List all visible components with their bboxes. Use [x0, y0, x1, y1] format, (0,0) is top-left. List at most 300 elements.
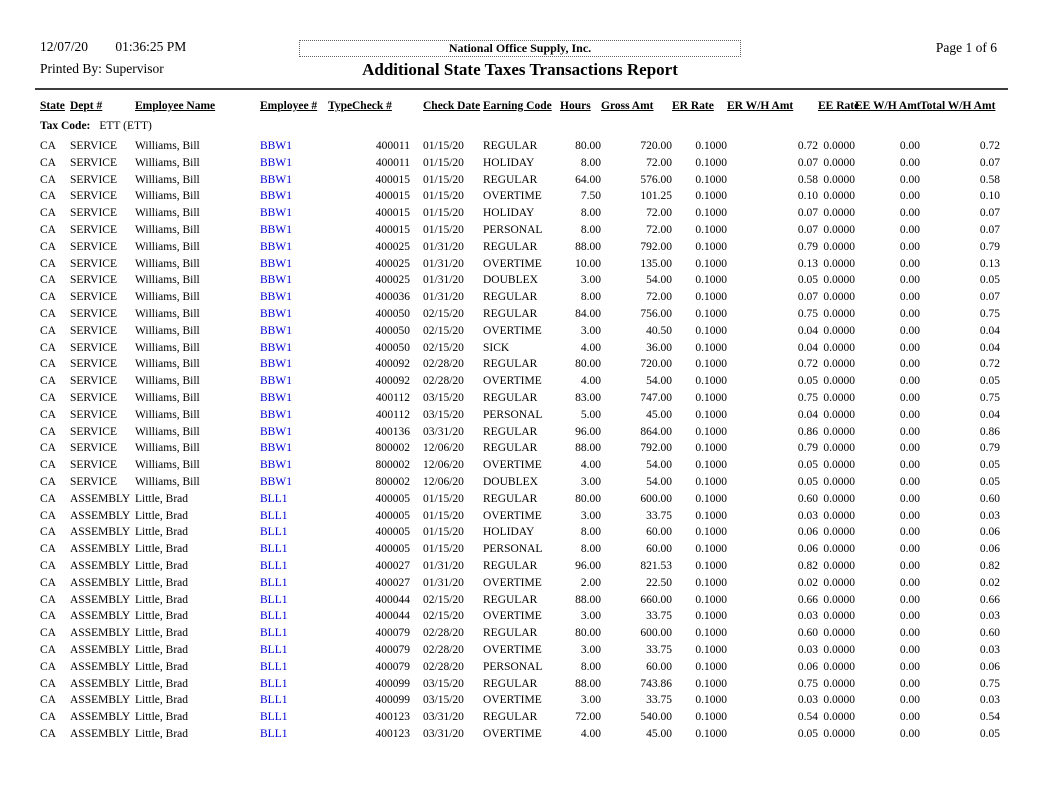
employee-number-link[interactable]: BBW1 — [260, 207, 292, 220]
cell-employee_num — [260, 188, 328, 205]
cell-gross_amt: 54.00 — [646, 475, 672, 488]
cell-er_rate: 0.1000 — [695, 694, 727, 707]
cell-state: CA — [40, 526, 56, 539]
cell-type — [328, 457, 352, 474]
table-row — [40, 524, 1007, 541]
cell-ee_wh_amt: 0.00 — [899, 526, 920, 539]
cell-hours: 3.00 — [580, 509, 601, 522]
employee-number-link[interactable]: BLL1 — [260, 576, 288, 589]
employee-number-link[interactable]: BBW1 — [260, 459, 292, 472]
employee-number-link[interactable]: BLL1 — [260, 593, 288, 606]
employee-number-link[interactable]: BLL1 — [260, 509, 288, 522]
employee-number-link[interactable]: BLL1 — [260, 660, 288, 673]
employee-number-link[interactable]: BLL1 — [260, 711, 288, 724]
cell-earning_code: SICK — [483, 341, 510, 354]
cell-ee_rate: 0.0000 — [823, 274, 855, 287]
employee-number-link[interactable]: BBW1 — [260, 190, 292, 203]
cell-type — [328, 390, 352, 407]
cell-state: CA — [40, 240, 56, 253]
cell-state: CA — [40, 610, 56, 623]
table-row — [40, 575, 1007, 592]
cell-total_wh_amt: 0.58 — [979, 173, 1000, 186]
cell-ee_rate: 0.0000 — [823, 291, 855, 304]
printed-by-value: Supervisor — [105, 61, 164, 76]
cell-earning_code: OVERTIME — [483, 610, 542, 623]
cell-hours: 3.00 — [580, 475, 601, 488]
cell-er_wh_amt: 0.06 — [797, 543, 818, 556]
cell-check_num: 400025 — [375, 257, 410, 270]
cell-ee_wh_amt: 0.00 — [899, 610, 920, 623]
cell-gross_amt: 60.00 — [646, 660, 672, 673]
cell-employee_name: Williams, Bill — [135, 156, 200, 169]
cell-er_rate: 0.1000 — [695, 643, 727, 656]
cell-type — [328, 222, 352, 239]
cell-employee_name: Little, Brad — [135, 627, 189, 640]
cell-hours: 8.00 — [580, 660, 601, 673]
column-header-er_wh_amt: ER W/H Amt — [727, 100, 794, 112]
cell-ee_wh_amt: 0.00 — [899, 509, 920, 522]
cell-ee_rate: 0.0000 — [823, 307, 855, 320]
column-header-total_wh_amt: Total W/H Amt — [920, 100, 996, 112]
cell-employee_num — [260, 272, 328, 289]
table-row — [40, 407, 1007, 424]
cell-check_date: 01/15/20 — [423, 492, 464, 505]
cell-employee_name: Williams, Bill — [135, 442, 200, 455]
employee-number-link[interactable]: BBW1 — [260, 291, 292, 304]
cell-total_wh_amt: 0.75 — [979, 307, 1000, 320]
cell-gross_amt: 40.50 — [646, 324, 672, 337]
cell-ee_rate: 0.0000 — [823, 324, 855, 337]
cell-check_num: 400050 — [375, 341, 410, 354]
cell-employee_num — [260, 172, 328, 189]
cell-employee_num — [260, 491, 328, 508]
cell-earning_code: PERSONAL — [483, 543, 543, 556]
cell-ee_rate: 0.0000 — [823, 576, 855, 589]
cell-state: CA — [40, 324, 56, 337]
cell-hours: 8.00 — [580, 223, 601, 236]
cell-gross_amt: 743.86 — [640, 677, 672, 690]
cell-hours: 96.00 — [575, 559, 601, 572]
cell-hours: 88.00 — [575, 240, 601, 253]
cell-check_date: 01/15/20 — [423, 223, 464, 236]
cell-ee_rate: 0.0000 — [823, 391, 855, 404]
employee-number-link[interactable]: BBW1 — [260, 307, 292, 320]
employee-number-link[interactable]: BBW1 — [260, 475, 292, 488]
column-header-er_rate: ER Rate — [672, 100, 714, 112]
cell-ee_rate: 0.0000 — [823, 610, 855, 623]
cell-check_num: 800002 — [375, 459, 410, 472]
cell-ee_wh_amt: 0.00 — [899, 341, 920, 354]
cell-hours: 3.00 — [580, 643, 601, 656]
cell-earning_code: REGULAR — [483, 677, 538, 690]
cell-er_rate: 0.1000 — [695, 593, 727, 606]
cell-earning_code: HOLIDAY — [483, 207, 535, 220]
cell-dept: SERVICE — [70, 425, 117, 438]
employee-number-link[interactable]: BBW1 — [260, 156, 292, 169]
table-row — [40, 205, 1007, 222]
cell-total_wh_amt: 0.03 — [979, 509, 1000, 522]
cell-earning_code: OVERTIME — [483, 190, 542, 203]
cell-er_wh_amt: 0.75 — [797, 307, 818, 320]
cell-er_rate: 0.1000 — [695, 391, 727, 404]
cell-state: CA — [40, 156, 56, 169]
table-row — [40, 356, 1007, 373]
cell-gross_amt: 45.00 — [646, 408, 672, 421]
employee-number-link[interactable]: BLL1 — [260, 627, 288, 640]
cell-earning_code: REGULAR — [483, 442, 538, 455]
cell-employee_name: Williams, Bill — [135, 223, 200, 236]
cell-check_num: 400050 — [375, 324, 410, 337]
cell-gross_amt: 54.00 — [646, 375, 672, 388]
cell-total_wh_amt: 0.13 — [979, 257, 1000, 270]
cell-ee_rate: 0.0000 — [823, 156, 855, 169]
employee-number-link[interactable]: BBW1 — [260, 240, 292, 253]
cell-employee_name: Williams, Bill — [135, 307, 200, 320]
cell-dept: SERVICE — [70, 173, 117, 186]
employee-number-link[interactable]: BBW1 — [260, 358, 292, 371]
cell-check_date: 03/31/20 — [423, 711, 464, 724]
cell-er_wh_amt: 0.60 — [797, 627, 818, 640]
tax-code-value: ETT (ETT) — [99, 120, 152, 132]
employee-number-link[interactable]: BLL1 — [260, 610, 288, 623]
cell-hours: 84.00 — [575, 307, 601, 320]
cell-check_date: 02/28/20 — [423, 643, 464, 656]
cell-ee_rate: 0.0000 — [823, 240, 855, 253]
cell-total_wh_amt: 0.75 — [979, 391, 1000, 404]
cell-type — [328, 558, 352, 575]
cell-ee_rate: 0.0000 — [823, 257, 855, 270]
cell-ee_wh_amt: 0.00 — [899, 190, 920, 203]
cell-employee_name: Little, Brad — [135, 660, 189, 673]
cell-ee_wh_amt: 0.00 — [899, 576, 920, 589]
cell-ee_rate: 0.0000 — [823, 375, 855, 388]
cell-gross_amt: 33.75 — [646, 610, 672, 623]
cell-earning_code: REGULAR — [483, 291, 538, 304]
cell-type — [328, 424, 352, 441]
cell-type — [328, 188, 352, 205]
cell-type — [328, 373, 352, 390]
cell-er_wh_amt: 0.07 — [797, 223, 818, 236]
cell-ee_wh_amt: 0.00 — [899, 593, 920, 606]
cell-gross_amt: 600.00 — [640, 627, 672, 640]
cell-total_wh_amt: 0.04 — [979, 324, 1000, 337]
employee-number-link[interactable]: BLL1 — [260, 643, 288, 656]
cell-employee_name: Williams, Bill — [135, 459, 200, 472]
cell-earning_code: OVERTIME — [483, 375, 542, 388]
cell-er_rate: 0.1000 — [695, 207, 727, 220]
employee-number-link[interactable]: BBW1 — [260, 425, 292, 438]
table-row — [40, 390, 1007, 407]
cell-hours: 88.00 — [575, 442, 601, 455]
cell-ee_rate: 0.0000 — [823, 459, 855, 472]
cell-check_date: 01/31/20 — [423, 576, 464, 589]
employee-number-link[interactable]: BLL1 — [260, 694, 288, 707]
employee-number-link[interactable]: BBW1 — [260, 391, 292, 404]
cell-er_wh_amt: 0.66 — [797, 593, 818, 606]
cell-er_wh_amt: 0.05 — [797, 459, 818, 472]
cell-type — [328, 642, 352, 659]
cell-er_wh_amt: 0.03 — [797, 694, 818, 707]
cell-check_num: 400005 — [375, 509, 410, 522]
cell-er_rate: 0.1000 — [695, 727, 727, 740]
cell-employee_name: Williams, Bill — [135, 140, 200, 152]
table-row — [40, 508, 1007, 525]
cell-total_wh_amt: 0.60 — [979, 492, 1000, 505]
cell-er_rate: 0.1000 — [695, 156, 727, 169]
cell-earning_code: DOUBLEX — [483, 475, 538, 488]
cell-ee_wh_amt: 0.00 — [899, 727, 920, 740]
cell-type — [328, 676, 352, 693]
employee-number-link[interactable]: BBW1 — [260, 274, 292, 287]
employee-number-link[interactable]: BLL1 — [260, 543, 288, 556]
cell-dept: ASSEMBLY — [70, 492, 131, 505]
cell-ee_wh_amt: 0.00 — [899, 324, 920, 337]
cell-dept: SERVICE — [70, 223, 117, 236]
cell-dept: SERVICE — [70, 408, 117, 421]
column-header-hours: Hours — [560, 100, 591, 112]
cell-check_date: 02/28/20 — [423, 660, 464, 673]
cell-employee_name: Little, Brad — [135, 543, 189, 556]
cell-gross_amt: 22.50 — [646, 576, 672, 589]
cell-check_num: 400015 — [375, 207, 410, 220]
cell-check_date: 12/06/20 — [423, 442, 464, 455]
cell-type — [328, 256, 352, 273]
cell-type — [328, 592, 352, 609]
employee-number-link[interactable]: BBW1 — [260, 173, 292, 186]
employee-number-link[interactable]: BBW1 — [260, 257, 292, 270]
cell-employee_name: Little, Brad — [135, 727, 189, 740]
cell-total_wh_amt: 0.10 — [979, 190, 1000, 203]
cell-check_date: 01/15/20 — [423, 140, 464, 152]
cell-check_num: 400136 — [375, 425, 410, 438]
cell-er_rate: 0.1000 — [695, 526, 727, 539]
employee-number-link[interactable]: BBW1 — [260, 442, 292, 455]
cell-check_date: 02/28/20 — [423, 627, 464, 640]
employee-number-link[interactable]: BBW1 — [260, 140, 292, 152]
cell-employee_name: Little, Brad — [135, 509, 189, 522]
cell-employee_num — [260, 289, 328, 306]
cell-type — [328, 340, 352, 357]
cell-type — [328, 508, 352, 525]
cell-check_date: 03/31/20 — [423, 727, 464, 740]
employee-number-link[interactable]: BLL1 — [260, 727, 288, 740]
cell-type — [328, 726, 352, 743]
cell-ee_wh_amt: 0.00 — [899, 408, 920, 421]
cell-check_num: 400044 — [375, 593, 410, 606]
cell-employee_name: Little, Brad — [135, 610, 189, 623]
employee-number-link[interactable]: BLL1 — [260, 526, 288, 539]
cell-ee_wh_amt: 0.00 — [899, 207, 920, 220]
cell-state: CA — [40, 727, 56, 740]
cell-check_num: 400112 — [375, 391, 410, 404]
cell-dept: SERVICE — [70, 391, 117, 404]
cell-state: CA — [40, 207, 56, 220]
cell-ee_rate: 0.0000 — [823, 190, 855, 203]
cell-employee_name: Little, Brad — [135, 593, 189, 606]
cell-total_wh_amt: 0.60 — [979, 627, 1000, 640]
cell-gross_amt: 720.00 — [640, 140, 672, 152]
cell-dept: SERVICE — [70, 324, 117, 337]
cell-er_wh_amt: 0.04 — [797, 408, 818, 421]
cell-type — [328, 692, 352, 709]
cell-ee_rate: 0.0000 — [823, 509, 855, 522]
cell-total_wh_amt: 0.07 — [979, 291, 1000, 304]
cell-employee_name: Little, Brad — [135, 576, 189, 589]
cell-ee_wh_amt: 0.00 — [899, 223, 920, 236]
cell-type — [328, 323, 352, 340]
cell-ee_rate: 0.0000 — [823, 408, 855, 421]
cell-total_wh_amt: 0.07 — [979, 156, 1000, 169]
cell-employee_num — [260, 424, 328, 441]
cell-dept: ASSEMBLY — [70, 610, 131, 623]
cell-dept: ASSEMBLY — [70, 711, 131, 724]
cell-total_wh_amt: 0.04 — [979, 341, 1000, 354]
table-row — [40, 541, 1007, 558]
cell-dept: ASSEMBLY — [70, 559, 131, 572]
cell-dept: SERVICE — [70, 156, 117, 169]
cell-earning_code: REGULAR — [483, 173, 538, 186]
cell-earning_code: OVERTIME — [483, 694, 542, 707]
cell-employee_name: Williams, Bill — [135, 475, 200, 488]
cell-er_rate: 0.1000 — [695, 425, 727, 438]
cell-gross_amt: 600.00 — [640, 492, 672, 505]
cell-earning_code: HOLIDAY — [483, 156, 535, 169]
cell-check_num: 400050 — [375, 307, 410, 320]
cell-employee_num — [260, 390, 328, 407]
cell-check_date: 01/31/20 — [423, 274, 464, 287]
cell-earning_code: REGULAR — [483, 559, 538, 572]
cell-state: CA — [40, 375, 56, 388]
cell-state: CA — [40, 627, 56, 640]
table-row — [40, 642, 1007, 659]
cell-check_num: 800002 — [375, 475, 410, 488]
cell-ee_wh_amt: 0.00 — [899, 240, 920, 253]
column-header-earning_code: Earning Code — [483, 100, 552, 112]
cell-state: CA — [40, 173, 56, 186]
cell-dept: SERVICE — [70, 358, 117, 371]
table-row — [40, 474, 1007, 491]
tax-code-row — [40, 116, 1007, 138]
cell-er_wh_amt: 0.02 — [797, 576, 818, 589]
cell-state: CA — [40, 509, 56, 522]
cell-er_rate: 0.1000 — [695, 660, 727, 673]
cell-ee_wh_amt: 0.00 — [899, 391, 920, 404]
cell-employee_num — [260, 222, 328, 239]
table-row — [40, 608, 1007, 625]
cell-check_num: 800002 — [375, 442, 410, 455]
employee-number-link[interactable]: BBW1 — [260, 375, 292, 388]
cell-ee_wh_amt: 0.00 — [899, 140, 920, 152]
table-row — [40, 424, 1007, 441]
cell-employee_num — [260, 205, 328, 222]
printed-by — [40, 61, 164, 77]
employee-number-link[interactable]: BLL1 — [260, 492, 288, 505]
cell-er_rate: 0.1000 — [695, 576, 727, 589]
cell-dept: SERVICE — [70, 207, 117, 220]
cell-total_wh_amt: 0.03 — [979, 643, 1000, 656]
cell-er_rate: 0.1000 — [695, 442, 727, 455]
cell-check_num: 400079 — [375, 660, 410, 673]
cell-hours: 88.00 — [575, 677, 601, 690]
table-row — [40, 340, 1007, 357]
cell-employee_name: Williams, Bill — [135, 408, 200, 421]
cell-er_wh_amt: 0.58 — [797, 173, 818, 186]
cell-employee_num — [260, 726, 328, 743]
cell-total_wh_amt: 0.07 — [979, 207, 1000, 220]
cell-check_date: 03/15/20 — [423, 391, 464, 404]
employee-number-link[interactable]: BBW1 — [260, 408, 292, 421]
cell-ee_rate: 0.0000 — [823, 475, 855, 488]
printed-by-label: Printed By: — [40, 61, 102, 76]
cell-employee_name: Little, Brad — [135, 711, 189, 724]
cell-type — [328, 155, 352, 172]
cell-er_rate: 0.1000 — [695, 475, 727, 488]
table-row — [40, 172, 1007, 189]
cell-earning_code: REGULAR — [483, 492, 538, 505]
cell-earning_code: DOUBLEX — [483, 274, 538, 287]
cell-check_num: 400036 — [375, 291, 410, 304]
employee-number-link[interactable]: BBW1 — [260, 223, 292, 236]
cell-er_wh_amt: 0.06 — [797, 526, 818, 539]
cell-ee_wh_amt: 0.00 — [899, 694, 920, 707]
cell-er_wh_amt: 0.75 — [797, 391, 818, 404]
cell-gross_amt: 72.00 — [646, 207, 672, 220]
employee-number-link[interactable]: BLL1 — [260, 677, 288, 690]
cell-hours: 5.00 — [580, 408, 601, 421]
table-row — [40, 222, 1007, 239]
cell-hours: 7.50 — [580, 190, 601, 203]
cell-er_rate: 0.1000 — [695, 307, 727, 320]
cell-check_date: 01/15/20 — [423, 190, 464, 203]
cell-employee_num — [260, 323, 328, 340]
cell-earning_code: OVERTIME — [483, 643, 542, 656]
cell-gross_amt: 747.00 — [640, 391, 672, 404]
cell-state: CA — [40, 140, 56, 152]
table-row — [40, 625, 1007, 642]
cell-check_date: 02/28/20 — [423, 375, 464, 388]
cell-employee_num — [260, 625, 328, 642]
table-row — [40, 272, 1007, 289]
cell-er_rate: 0.1000 — [695, 492, 727, 505]
cell-er_rate: 0.1000 — [695, 543, 727, 556]
cell-ee_wh_amt: 0.00 — [899, 660, 920, 673]
cell-check_num: 400044 — [375, 610, 410, 623]
employee-number-link[interactable]: BBW1 — [260, 341, 292, 354]
employee-number-link[interactable]: BLL1 — [260, 559, 288, 572]
cell-total_wh_amt: 0.86 — [979, 425, 1000, 438]
cell-ee_wh_amt: 0.00 — [899, 291, 920, 304]
cell-check_date: 03/15/20 — [423, 408, 464, 421]
cell-ee_rate: 0.0000 — [823, 526, 855, 539]
cell-total_wh_amt: 0.79 — [979, 442, 1000, 455]
cell-gross_amt: 54.00 — [646, 274, 672, 287]
cell-type — [328, 272, 352, 289]
transactions-table — [40, 96, 1007, 743]
cell-hours: 80.00 — [575, 492, 601, 505]
cell-type — [328, 407, 352, 424]
table-row — [40, 188, 1007, 205]
cell-total_wh_amt: 0.05 — [979, 475, 1000, 488]
column-header-gross_amt: Gross Amt — [601, 100, 654, 112]
employee-number-link[interactable]: BBW1 — [260, 324, 292, 337]
cell-er_wh_amt: 0.72 — [797, 140, 818, 152]
cell-total_wh_amt: 0.06 — [979, 526, 1000, 539]
cell-employee_num — [260, 558, 328, 575]
cell-er_wh_amt: 0.05 — [797, 274, 818, 287]
cell-earning_code: REGULAR — [483, 240, 538, 253]
company-name-box — [299, 40, 741, 57]
cell-employee_num — [260, 709, 328, 726]
